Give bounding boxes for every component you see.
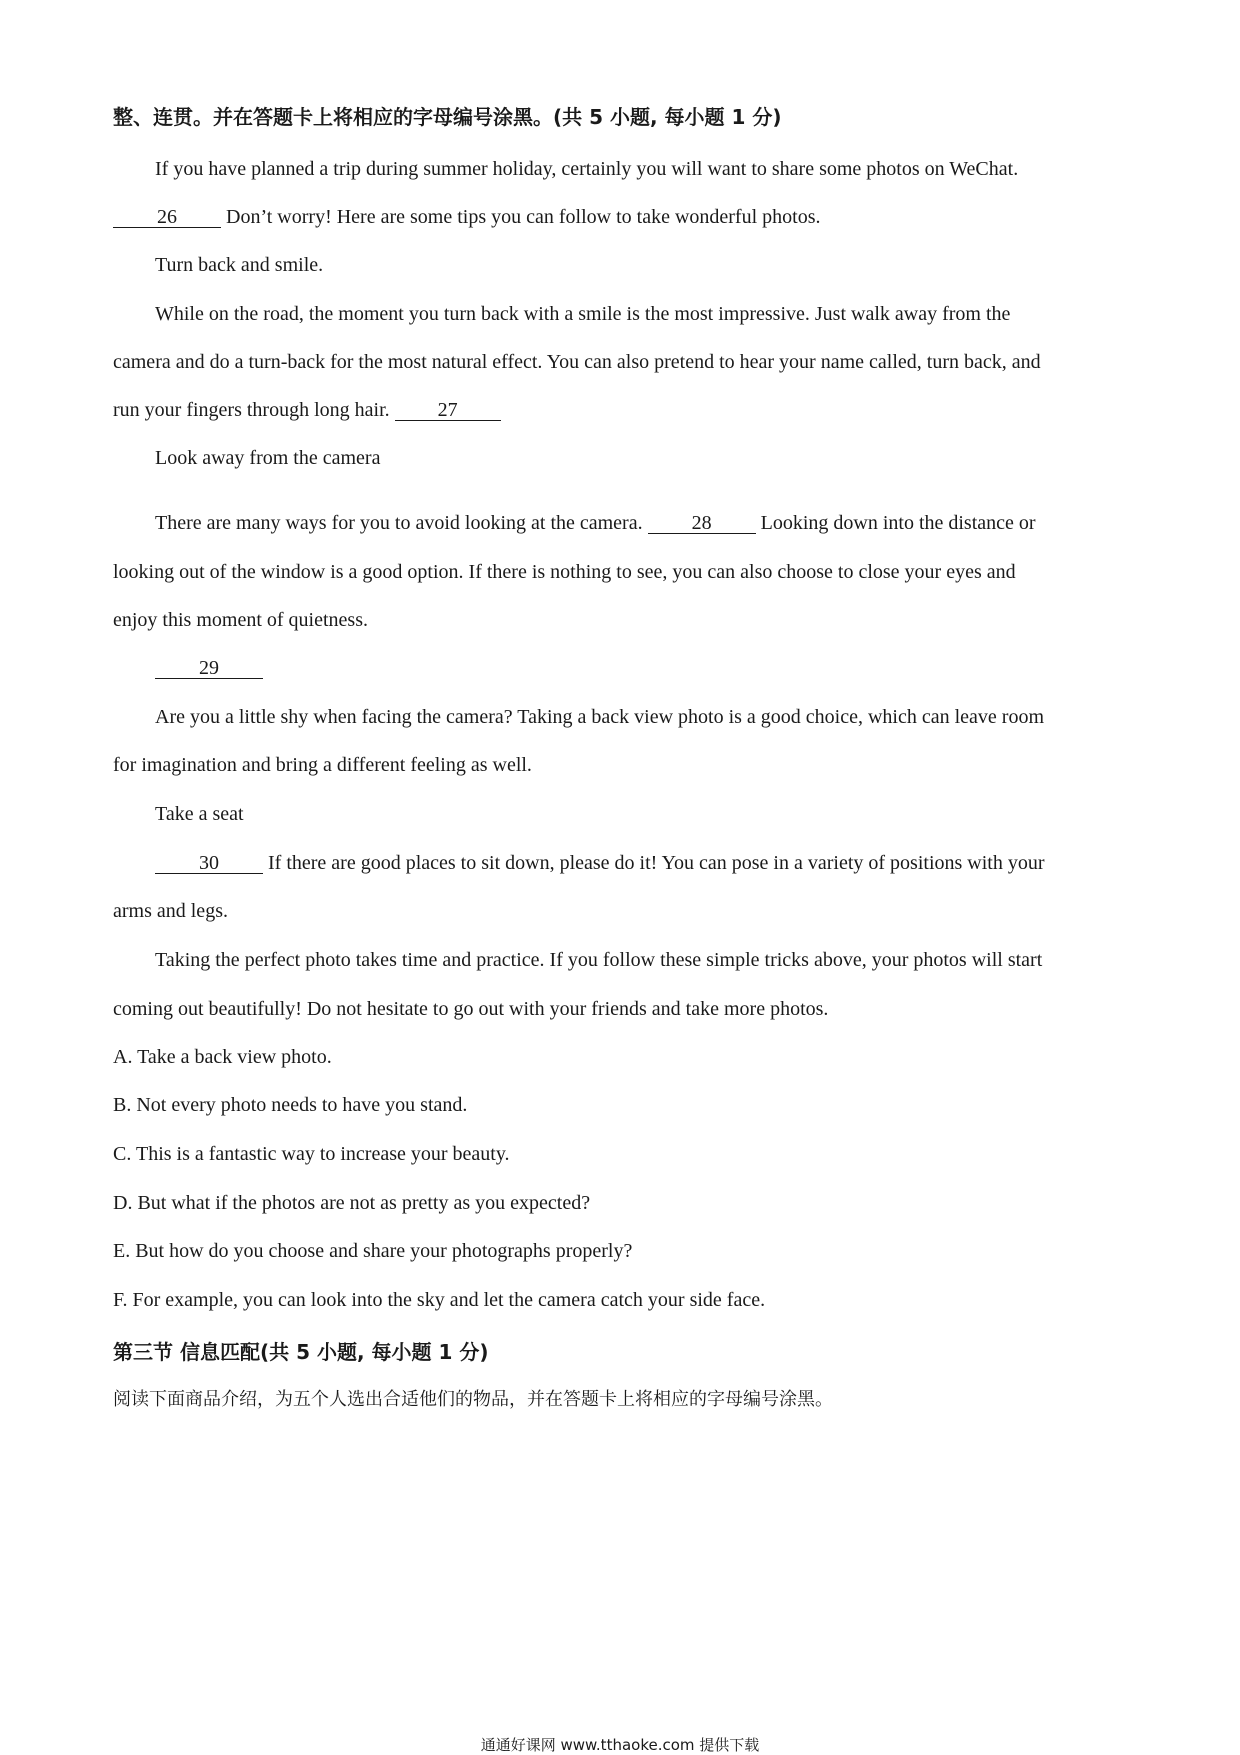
blank-26: 26 (113, 207, 221, 228)
option-b: B. Not every photo needs to have you stand. (113, 1094, 468, 1116)
option-e: E. But how do you choose and share your photographs properly? (113, 1240, 633, 1262)
subheading: Turn back and smile. (155, 254, 324, 276)
section-3-instruction: 阅读下面商品介绍，为五个人选出合适他们的物品，并在答题卡上将相应的字母编号涂黑。 (113, 1389, 833, 1410)
option-c: C. This is a fantastic way to increase your beauty. (113, 1143, 510, 1165)
section-instruction-heading: 整、连贯。并在答题卡上将相应的字母编号涂黑。(共 5 小题, 每小题 1 分) (113, 105, 782, 129)
passage-line: Are you a little shy when facing the camera? Taking a back view photo is a good choice, which can leave room (155, 706, 1045, 728)
option-f: F. For example, you can look into the sky and let the camera catch your side face. (113, 1289, 766, 1311)
passage-line: looking out of the window is a good option. If there is nothing to see, you can also choose to close your eyes and (113, 561, 1016, 583)
passage-text: Looking down into the distance or (760, 512, 1036, 534)
passage-line: If you have planned a trip during summer holiday, certainly you will want to share some photos on WeChat. (155, 158, 1019, 180)
passage-line: for imagination and bring a different feeling as well. (113, 754, 532, 776)
passage-line: coming out beautifully! Do not hesitate to go out with your friends and take more photos. (113, 998, 829, 1020)
passage-text: There are many ways for you to avoid looking at the camera. (155, 512, 643, 534)
blank-29: 29 (155, 658, 263, 679)
passage-line (113, 398, 501, 422)
passage-line: arms and legs. (113, 900, 228, 922)
passage-text: If there are good places to sit down, please do it! You can pose in a variety of positions with your (268, 852, 1045, 874)
blank-30: 30 (155, 853, 263, 874)
subheading: Look away from the camera (155, 447, 381, 469)
subheading: Take a seat (155, 803, 244, 825)
blank-27: 27 (395, 400, 501, 421)
passage-text: Don’t worry! Here are some tips you can follow to take wonderful photos. (226, 206, 821, 228)
passage-line: Taking the perfect photo takes time and practice. If you follow these simple tricks above, your photos will start (155, 949, 1043, 971)
passage-line (155, 511, 1036, 535)
passage-line (155, 656, 263, 680)
blank-28: 28 (648, 513, 756, 534)
passage-line (155, 851, 1045, 875)
option-a: A. Take a back view photo. (113, 1046, 332, 1068)
passage-line: While on the road, the moment you turn back with a smile is the most impressive. Just walk away from the (155, 303, 1011, 325)
section-3-title: 第三节 信息匹配(共 5 小题, 每小题 1 分) (113, 1340, 489, 1364)
passage-text: run your fingers through long hair. (113, 399, 390, 421)
passage-line: camera and do a turn-back for the most natural effect. You can also pretend to hear your name called, turn back, and (113, 351, 1041, 373)
option-d: D. But what if the photos are not as pretty as you expected? (113, 1192, 591, 1214)
page-footer: 通通好课网 www.tthaoke.com 提供下载 (480, 1736, 760, 1754)
passage-line: enjoy this moment of quietness. (113, 609, 368, 631)
passage-line (113, 205, 820, 229)
